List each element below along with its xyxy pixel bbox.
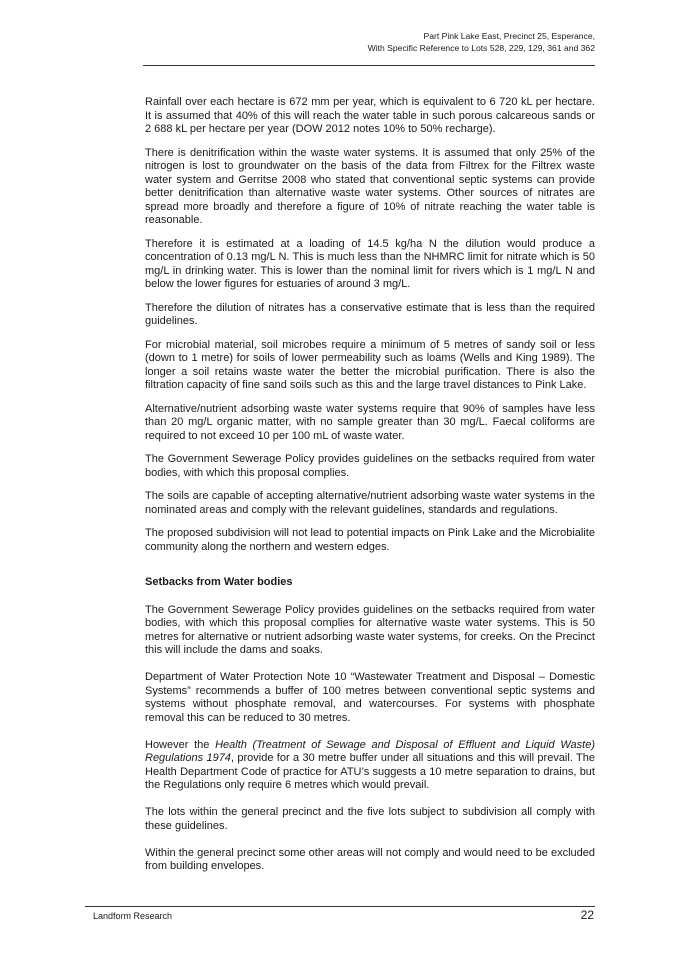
- header-line-2: With Specific Reference to Lots 528, 229, 129, 361 and 362: [367, 43, 595, 53]
- section-paragraph-3: [145, 739, 595, 793]
- header-divider: [143, 65, 595, 66]
- paragraph-nitrate-loading: Therefore it is estimated at a loading of 14.5 kg/ha N the dilution would produce a concentration of 0.13 mg/L N. This is much less than the NHMRC limit for nitrate which is 50 mg/L in drinking water. This is lower than the nominal limit for rivers which is 1 mg/L N and below the lower figures for estuaries of around 3 mg/L.: [145, 237, 595, 290]
- footer-divider: [85, 906, 595, 907]
- paragraph-dilution: Therefore the dilution of nitrates has a conservative estimate that is less than the required guidelines.: [145, 301, 595, 327]
- section-heading: Setbacks from Water bodies: [145, 576, 293, 588]
- section-paragraph-2: Department of Water Protection Note 10 “Wastewater Treatment and Disposal – Domestic Systems” recommends a buffer of 100 metres between conventional septic systems and systems without phosphate removal, and watercourses. For systems with phosphate removal this can be reduced to 30 metres.: [145, 671, 595, 724]
- paragraph-soils: The soils are capable of accepting alternative/nutrient adsorbing waste water systems in the nominated areas and comply with the relevant guidelines, standards and regulations.: [145, 490, 595, 516]
- paragraph-denitrification: There is denitrification within the waste water systems. It is assumed that only 25% of the nitrogen is lost to groundwater on the basis of the data from Filtrex for the Filtrex waste water system and Gerritse 2008 who stated that conventional septic systems can provide better denitrification than alternative waste water systems. Other sources of nitrates are spread more broadly and therefore a figure of 10% of nitrate reaching the water table is reasonable.: [145, 146, 595, 226]
- section-paragraph-1: The Government Sewerage Policy provides guidelines on the setbacks required from water bodies, with which this proposal complies for alternative waste water systems. This is 50 metres for alternative or nutrient adsorbing waste water systems, for creeks. On the Precinct this will include the dams and soaks.: [145, 603, 595, 656]
- page-header: [155, 30, 595, 54]
- page-number: 22: [580, 908, 594, 922]
- paragraph-subdivision: The proposed subdivision will not lead to potential impacts on Pink Lake and the Microbialite community along the northern and western edges.: [145, 527, 595, 553]
- header-line-1: Part Pink Lake East, Precinct 25, Esperance,: [423, 31, 595, 41]
- section-paragraph-4: The lots within the general precinct and the five lots subject to subdivision all comply with these guidelines.: [145, 806, 595, 832]
- paragraph-sewerage-policy: The Government Sewerage Policy provides guidelines on the setbacks required from water bodies, with which this proposal complies.: [145, 453, 595, 479]
- paragraph-microbial: For microbial material, soil microbes require a minimum of 5 metres of sandy soil or less (down to 1 metre) for soils of lower permeability such as loams (Wells and King 1989). The longer a soil retains waste water the better the microbial purification. There is also the filtration capacity of fine sand soils such as this and the large travel distances to Pink Lake.: [145, 338, 595, 391]
- regulations-title: Health (Treatment of Sewage and Disposal of Effluent and Liquid Waste) Regulations 1974: [145, 738, 596, 764]
- paragraph-rainfall: Rainfall over each hectare is 672 mm per year, which is equivalent to 6 720 kL per hectare. It is assumed that 40% of this will reach the water table in such porous calcareous sands or 2 688 kL per hectare per year (DOW 2012 notes 10% to 50% recharge).: [145, 96, 595, 135]
- regulations-text: , provide for a 30 metre buffer under all situations and this will prevail. The Health Department Code of practice for ATU’s suggests a 10 metre separation to drains, but the Regulations only require 6 metres which would prevail.: [145, 752, 595, 791]
- paragraph-alternative-systems: Alternative/nutrient adsorbing waste water systems require that 90% of samples have less than 20 mg/L organic matter, with no sample greater than 30 mg/L. Faecal coliforms are required to not exceed 10 per 100 mL of waste water.: [145, 402, 595, 442]
- document-body: [145, 96, 595, 887]
- footer-organisation: Landform Research: [93, 911, 173, 921]
- regulations-intro: However the: [145, 738, 216, 751]
- section-paragraph-5: Within the general precinct some other areas will not comply and would need to be excluded from building envelopes.: [145, 846, 595, 872]
